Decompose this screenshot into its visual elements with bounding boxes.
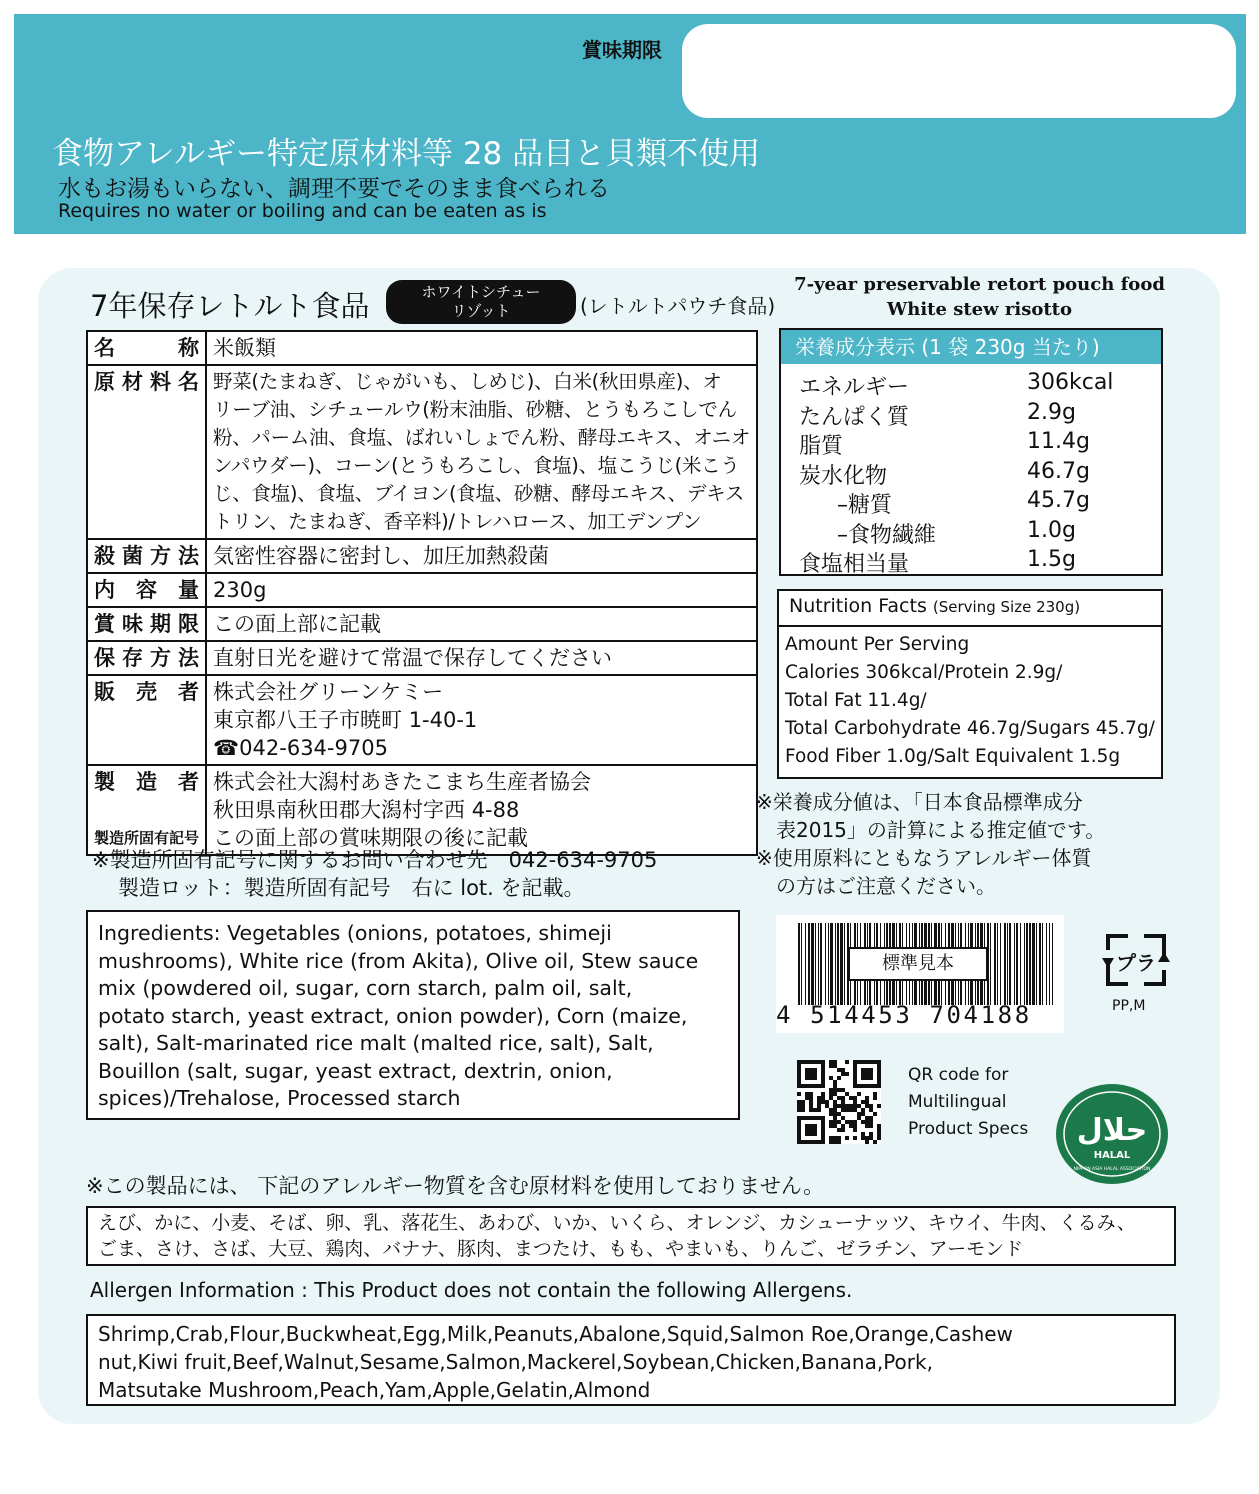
qr-module — [837, 1068, 841, 1072]
qr-module — [837, 1112, 841, 1116]
qr-module — [869, 1132, 873, 1136]
qr-module — [861, 1132, 865, 1136]
table-row — [87, 539, 757, 573]
spec-value — [206, 675, 757, 765]
qr-module — [805, 1068, 817, 1080]
barcode-bar — [1039, 923, 1041, 1005]
qr-module — [841, 1096, 845, 1100]
seller-name: 株式会社グリーンケミー — [213, 680, 444, 704]
qr-module — [821, 1100, 825, 1104]
qr-module — [841, 1088, 845, 1092]
barcode-bar — [830, 923, 833, 1005]
qr-module — [833, 1100, 837, 1104]
qr-module — [809, 1092, 813, 1096]
barcode-bar — [808, 923, 810, 1005]
nutrition-line: Calories 306kcal/Protein 2.9g/ — [785, 662, 1063, 683]
allergy-line: ごま、さけ、さば、大豆、鶏肉、バナナ、豚肉、まつたけ、もも、やまいも、りんご、ゼラチン、アーモンド — [98, 1238, 1024, 1260]
nutrition-line: Total Carbohydrate 46.7g/Sugars 45.7g/ — [785, 718, 1155, 739]
qr-module — [837, 1140, 841, 1144]
ingredient-line: salt), Salt-marinated rice malt (malted rice, salt), Salt, — [98, 1031, 654, 1055]
maker-name: 株式会社大潟村あきたこまち生産者協会 — [213, 770, 592, 794]
qr-module — [877, 1136, 881, 1140]
qr-line: Multilingual — [908, 1092, 1007, 1112]
note-line: の方はご注意ください。 — [756, 874, 996, 898]
ingredient-line: リーブ油、シチュールウ(粉末油脂、砂糖、とうもろこしでん — [213, 398, 737, 421]
qr-module — [809, 1100, 813, 1104]
seller-address: 東京都八王子市暁町 1-40-1 — [213, 708, 478, 732]
spec-value — [206, 765, 757, 855]
ingredient-line: potato starch, yeast extract, onion powder), Corn (maize, — [98, 1003, 688, 1028]
qr-module — [841, 1068, 845, 1072]
table-row — [781, 398, 1161, 428]
barcode-bar — [820, 923, 822, 1005]
ingredient-line: じ、食塩)、食塩、ブイヨン(食塩、砂糖、酵母エキス、デキス — [213, 482, 745, 505]
qr-module — [873, 1140, 877, 1144]
qr-module — [869, 1124, 873, 1128]
qr-module — [829, 1088, 833, 1092]
spec-label: 賞味期限 — [87, 607, 206, 641]
barcode-bar — [1024, 923, 1025, 1005]
qr-module — [877, 1128, 881, 1132]
qr-module — [833, 1112, 837, 1116]
qr-module — [809, 1104, 813, 1108]
qr-module — [869, 1104, 873, 1108]
qr-module — [829, 1064, 833, 1068]
barcode-sample-label: 標準見本 — [848, 947, 988, 981]
nutrition-notes — [756, 788, 1196, 900]
nutrition-facts-en — [777, 589, 1163, 779]
table-row — [781, 486, 1161, 516]
qr-module — [833, 1140, 837, 1144]
spec-label: 原材料名 — [87, 365, 206, 539]
recycle-mark-text: プラ — [1116, 951, 1156, 975]
nutrient-value: 45.7g — [1027, 488, 1090, 513]
ingredient-line: mix (powdered oil, sugar, corn starch, palm oil, salt, — [98, 976, 633, 1000]
qr-module — [837, 1076, 841, 1080]
nutrition-line: Total Fat 11.4g/ — [785, 690, 927, 711]
qr-module — [853, 1124, 857, 1128]
qr-module — [849, 1124, 853, 1128]
nutrition-table-jp — [779, 328, 1163, 576]
qr-module — [861, 1112, 865, 1116]
qr-module — [829, 1092, 833, 1096]
spec-value — [206, 365, 757, 539]
qr-module — [829, 1108, 833, 1112]
qr-module — [837, 1104, 841, 1108]
qr-module — [829, 1120, 833, 1124]
barcode-bar — [1000, 923, 1001, 1005]
allergy-list-jp — [86, 1206, 1176, 1266]
qr-module — [801, 1108, 805, 1112]
qr-code-icon[interactable] — [797, 1060, 881, 1144]
ingredient-line: 粉、パーム油、食塩、ばれいしょでん粉、酵母エキス、オニオ — [213, 426, 751, 449]
qr-module — [833, 1064, 837, 1068]
qr-module — [877, 1124, 881, 1128]
barcode-digits: 4 514453 704188 — [776, 1001, 1032, 1029]
qr-module — [837, 1096, 841, 1100]
qr-module — [833, 1084, 837, 1088]
halal-seal-icon — [1052, 1082, 1172, 1186]
qr-module — [833, 1080, 837, 1084]
allergy-line: nut,Kiwi fruit,Beef,Walnut,Sesame,Salmon,Mackerel,Soybean,Chicken,Banana,Pork, — [98, 1350, 933, 1374]
qr-module — [853, 1100, 857, 1104]
halal-assoc: NIPPON ASIA HALAL ASSOCIATION — [1073, 1167, 1151, 1172]
spec-value: 気密性容器に密封し、加圧加熱殺菌 — [206, 539, 757, 573]
qr-module — [853, 1108, 857, 1112]
qr-module — [797, 1092, 801, 1096]
spec-note — [92, 846, 657, 902]
nutrition-title-jp: 栄養成分表示 (1 袋 230g 当たり) — [781, 330, 1161, 364]
qr-module — [861, 1136, 865, 1140]
nutrition-line: Amount Per Serving — [785, 634, 970, 655]
qr-module — [845, 1136, 849, 1140]
qr-module — [853, 1104, 857, 1108]
allergy-line: Shrimp,Crab,Flour,Buckwheat,Egg,Milk,Peanuts,Abalone,Squid,Salmon Roe,Orange,Cashew — [98, 1322, 1013, 1346]
nutrition-facts-header — [779, 591, 1161, 627]
qr-module — [877, 1132, 881, 1136]
table-row — [87, 331, 757, 365]
barcode-bar — [1049, 923, 1050, 1005]
recycle-material: PP,M — [1112, 998, 1146, 1014]
qr-module — [857, 1104, 861, 1108]
qr-module — [853, 1136, 857, 1140]
barcode-bar — [1052, 923, 1053, 1005]
qr-module — [841, 1072, 845, 1076]
qr-module — [841, 1116, 845, 1120]
nutrient-label: たんぱく質 — [799, 404, 910, 430]
qr-module — [817, 1096, 821, 1100]
qr-module — [865, 1136, 869, 1140]
ingredient-line: ンパウダー)、コーン(とうもろこし、食塩)、塩こうじ(米こう — [213, 454, 740, 477]
qr-module — [837, 1136, 841, 1140]
barcode-bar — [1014, 923, 1015, 1005]
qr-module — [833, 1060, 837, 1064]
allergy-title-en: Allergen Information : This Product does not contain the following Allergens. — [90, 1278, 853, 1302]
qr-module — [833, 1104, 837, 1108]
qr-module — [833, 1124, 837, 1128]
qr-module — [857, 1116, 861, 1120]
nutrient-value: 306kcal — [1027, 370, 1114, 395]
note-line: 表2015」の計算による推定値です。 — [756, 818, 1106, 842]
barcode-bar — [828, 923, 829, 1005]
note-line: ※使用原料にともなうアレルギー体質 — [756, 846, 1092, 870]
qr-module — [849, 1120, 853, 1124]
spec-label: 保存方法 — [87, 641, 206, 675]
barcode-bar — [798, 923, 800, 1005]
barcode-bar — [837, 923, 839, 1005]
qr-module — [845, 1120, 849, 1124]
qr-module — [817, 1104, 821, 1108]
maker-label: 製造者 — [94, 770, 200, 794]
table-row — [87, 573, 757, 607]
qr-module — [837, 1088, 841, 1092]
qr-module — [825, 1100, 829, 1104]
maker-address: 秋田県南秋田郡大潟村字西 4-88 — [213, 798, 520, 822]
product-category: (レトルトパウチ食品) — [580, 294, 776, 318]
barcode — [776, 915, 1064, 1033]
allergy-line: Matsutake Mushroom,Peach,Yam,Apple,Gelatin,Almond — [98, 1378, 651, 1402]
qr-module — [861, 1100, 865, 1104]
qr-module — [829, 1136, 833, 1140]
qr-module — [853, 1128, 857, 1132]
qr-module — [865, 1120, 869, 1124]
barcode-bar — [818, 923, 819, 1005]
qr-description — [908, 1062, 1028, 1143]
nutrient-value: 1.5g — [1027, 547, 1076, 572]
product-title-en — [782, 272, 1177, 322]
nutrient-value: 1.0g — [1027, 517, 1076, 543]
barcode-bar — [1009, 923, 1011, 1005]
barcode-bar — [990, 923, 991, 1005]
pill-line2: リゾット — [451, 302, 511, 320]
nutrition-facts-title: Nutrition Facts — [789, 595, 927, 617]
qr-module — [833, 1108, 837, 1112]
expiry-blank-box — [682, 24, 1236, 118]
halal-word: HALAL — [1093, 1150, 1131, 1161]
qr-module — [829, 1124, 833, 1128]
qr-module — [841, 1128, 845, 1132]
barcode-bar — [997, 923, 998, 1005]
no-cooking-claim-jp: 水もお湯もいらない、調理不要でそのまま食べられる — [58, 176, 610, 202]
qr-module — [837, 1128, 841, 1132]
qr-module — [869, 1120, 873, 1124]
qr-module — [805, 1124, 817, 1136]
qr-module — [853, 1120, 857, 1124]
nutrient-label: 脂質 — [799, 434, 844, 459]
qr-module — [829, 1096, 833, 1100]
qr-module — [809, 1108, 813, 1112]
allergy-line: えび、かに、小麦、そば、卵、乳、落花生、あわび、いか、いくら、オレンジ、カシューナッツ、キウイ、牛肉、くるみ、 — [98, 1212, 1136, 1234]
qr-module — [865, 1100, 869, 1104]
table-row — [87, 365, 757, 539]
table-row — [87, 641, 757, 675]
nutrient-value: 2.9g — [1027, 399, 1076, 425]
barcode-bar — [1029, 923, 1031, 1005]
spec-value: 230g — [206, 573, 757, 607]
qr-module — [817, 1108, 821, 1112]
product-name-pill — [386, 280, 576, 324]
qr-module — [809, 1096, 813, 1100]
qr-module — [845, 1072, 849, 1076]
nutrient-label: –食物繊維 — [837, 522, 937, 548]
spec-label: 内容量 — [87, 573, 206, 607]
qr-module — [813, 1108, 817, 1112]
qr-module — [833, 1116, 837, 1120]
allergy-title-jp: ※この製品には、 下記のアレルギー物質を含む原材料を使用しておりません。 — [86, 1174, 825, 1198]
halal-arabic: حلال — [1076, 1113, 1148, 1148]
title-en-line2: White stew risotto — [887, 299, 1072, 320]
qr-module — [865, 1116, 869, 1120]
qr-module — [869, 1116, 873, 1120]
qr-module — [861, 1068, 873, 1080]
qr-module — [873, 1112, 877, 1116]
table-row — [87, 675, 757, 765]
table-row — [781, 516, 1161, 546]
qr-module — [873, 1096, 877, 1100]
product-spec-table — [86, 330, 758, 856]
qr-module — [857, 1112, 861, 1116]
qr-module — [877, 1104, 881, 1108]
seller-phone: ☎042-634-9705 — [213, 736, 388, 760]
barcode-bar — [994, 923, 996, 1005]
ingredient-line: spices)/Trehalose, Processed starch — [98, 1086, 461, 1110]
table-row — [781, 427, 1161, 457]
ingredient-line: Bouillon (salt, sugar, yeast extract, dextrin, onion, — [98, 1058, 613, 1083]
qr-module — [829, 1112, 833, 1116]
nutrient-label: エネルギー — [799, 375, 910, 400]
table-row — [781, 368, 1161, 398]
qr-module — [845, 1108, 849, 1112]
barcode-bar — [1004, 923, 1006, 1005]
qr-module — [849, 1104, 853, 1108]
barcode-bar — [805, 923, 806, 1005]
qr-module — [845, 1060, 849, 1064]
pill-line1: ホワイトシチュー — [421, 283, 541, 301]
qr-line: QR code for — [908, 1065, 1009, 1085]
qr-module — [865, 1096, 869, 1100]
qr-module — [869, 1108, 873, 1112]
qr-module — [817, 1100, 821, 1104]
nutrition-line: Food Fiber 1.0g/Salt Equivalent 1.5g — [785, 746, 1121, 767]
qr-module — [833, 1136, 837, 1140]
spec-label — [87, 765, 206, 855]
ingredient-line: 野菜(たまねぎ、じゃがいも、しめじ)、白米(秋田県産)、オ — [213, 370, 722, 393]
nutrient-value: 46.7g — [1027, 458, 1090, 484]
qr-module — [837, 1120, 841, 1124]
qr-module — [841, 1100, 845, 1104]
plastic-recycle-icon — [1098, 928, 1174, 992]
table-row — [781, 457, 1161, 487]
qr-module — [833, 1120, 837, 1124]
barcode-bar — [1032, 923, 1035, 1005]
ingredient-line: トリン、たまねぎ、香辛料)/トレハロース、加工デンプン — [213, 510, 702, 533]
note-line: ※製造所固有記号に関するお問い合わせ先 042-634-9705 — [92, 848, 658, 872]
spec-label: 販売者 — [87, 675, 206, 765]
barcode-bar — [811, 923, 814, 1005]
no-cooking-claim-en: Requires no water or boiling and can be eaten as is — [58, 200, 547, 222]
qr-module — [829, 1076, 833, 1080]
barcode-bar — [1042, 923, 1043, 1005]
qr-module — [797, 1108, 801, 1112]
spec-value: この面上部に記載 — [206, 607, 757, 641]
expiry-label: 賞味期限 — [582, 38, 662, 62]
qr-module — [801, 1104, 805, 1108]
qr-module — [865, 1104, 869, 1108]
barcode-bar — [1007, 923, 1008, 1005]
qr-module — [833, 1092, 837, 1096]
qr-module — [849, 1096, 853, 1100]
code-label: 製造所固有記号 — [94, 829, 200, 847]
qr-module — [865, 1140, 869, 1144]
nutrient-label: –糖質 — [837, 493, 893, 518]
qr-module — [825, 1104, 829, 1108]
barcode-bar — [835, 923, 836, 1005]
allergy-list-en — [86, 1314, 1176, 1406]
spec-value: 米飯類 — [206, 331, 757, 365]
title-en-line1: 7-year preservable retort pouch food — [794, 274, 1165, 295]
spec-label: 名称 — [87, 331, 206, 365]
qr-module — [833, 1088, 837, 1092]
nutrient-value: 11.4g — [1027, 429, 1090, 454]
qr-module — [821, 1096, 825, 1100]
qr-module — [861, 1120, 865, 1124]
barcode-bar — [1026, 923, 1028, 1005]
spec-value: 直射日光を避けて常温で保存してください — [206, 641, 757, 675]
qr-module — [853, 1096, 857, 1100]
table-row — [87, 765, 757, 855]
qr-module — [821, 1092, 825, 1096]
qr-module — [829, 1060, 833, 1064]
barcode-bar — [825, 923, 826, 1005]
ingredients-en — [86, 910, 740, 1120]
qr-module — [869, 1136, 873, 1140]
barcode-bar — [1046, 923, 1047, 1005]
allergen-free-claim: 食物アレルギー特定原材料等 28 品目と貝類不使用 — [52, 136, 761, 172]
qr-module — [845, 1092, 849, 1096]
qr-module — [841, 1104, 845, 1108]
code-value: この面上部の賞味期限の後に記載 — [213, 826, 529, 850]
barcode-bar — [801, 923, 802, 1005]
qr-module — [861, 1108, 865, 1112]
qr-module — [841, 1124, 845, 1128]
qr-module — [841, 1108, 845, 1112]
barcode-bar — [1036, 923, 1037, 1005]
serving-size: (Serving Size 230g) — [932, 598, 1081, 616]
qr-module — [857, 1092, 861, 1096]
barcode-bar — [815, 923, 816, 1005]
qr-module — [797, 1100, 801, 1104]
spec-label: 殺菌方法 — [87, 539, 206, 573]
nutrient-label: 炭水化物 — [799, 463, 888, 489]
qr-module — [865, 1124, 869, 1128]
barcode-bar — [844, 923, 845, 1005]
qr-module — [849, 1108, 853, 1112]
product-title-jp: 7年保存レトルト食品 — [90, 289, 370, 323]
qr-module — [829, 1140, 833, 1144]
qr-line: Product Specs — [908, 1119, 1029, 1139]
barcode-bar — [1020, 923, 1021, 1005]
barcode-bar — [840, 923, 843, 1005]
nutrition-facts-body — [779, 627, 1161, 775]
table-row — [87, 607, 757, 641]
qr-module — [805, 1092, 809, 1096]
qr-module — [801, 1100, 805, 1104]
qr-module — [797, 1104, 801, 1108]
ingredient-line: Ingredients: Vegetables (onions, potatoes, shimeji — [98, 921, 612, 945]
note-line: 製造ロット：製造所固有記号 右に lot. を記載。 — [118, 876, 585, 900]
ingredient-line: mushrooms), White rice (from Akita), Olive oil, Stew sauce — [98, 948, 699, 973]
nutrient-label: 食塩相当量 — [799, 552, 910, 577]
table-row — [781, 545, 1161, 575]
note-line: ※栄養成分値は、「日本食品標準成分 — [756, 790, 1083, 814]
qr-module — [805, 1096, 809, 1100]
qr-module — [873, 1092, 877, 1096]
qr-module — [845, 1104, 849, 1108]
barcode-bar — [1016, 923, 1018, 1005]
